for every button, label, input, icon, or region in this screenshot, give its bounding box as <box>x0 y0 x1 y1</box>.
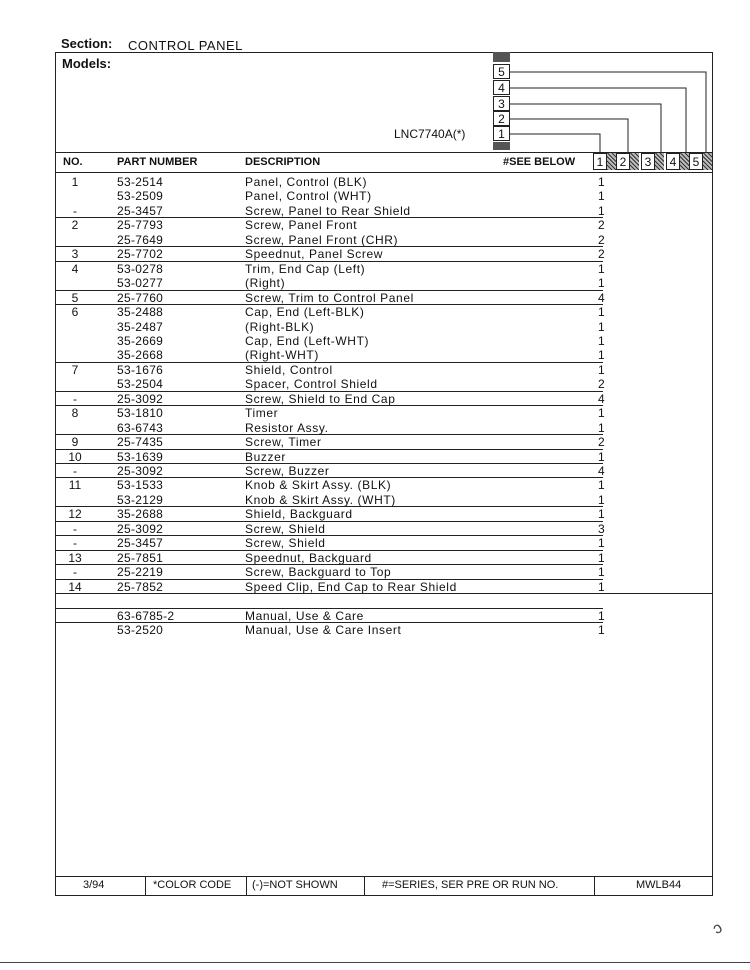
header-bottom-rule <box>55 172 713 173</box>
description: Buzzer <box>245 449 286 464</box>
description: Speed Clip, End Cap to Rear Shield <box>245 579 457 594</box>
footer-not-shown: (-)=NOT SHOWN <box>252 879 338 891</box>
row-number: 5 <box>71 290 79 305</box>
row-number: 8 <box>71 406 79 421</box>
description: Speednut, Backguard <box>245 550 372 565</box>
table-row <box>55 450 713 464</box>
description: Screw, Panel Front <box>245 218 358 233</box>
row-number: 1 <box>71 175 79 189</box>
part-number: 25-3092 <box>117 464 164 478</box>
row-number: - <box>73 464 77 478</box>
quantity: 1 <box>598 261 605 276</box>
column-3-box: 3 <box>641 153 655 170</box>
section-value: CONTROL PANEL <box>128 38 243 53</box>
description: Screw, Panel Front (CHR) <box>245 232 399 247</box>
part-number: 35-2688 <box>117 507 164 522</box>
table-row <box>55 507 713 521</box>
table-row <box>55 421 713 435</box>
quantity: 1 <box>598 333 605 348</box>
description: Screw, Backguard to Top <box>245 565 392 580</box>
description: Screw, Trim to Control Panel <box>245 290 414 305</box>
description: (Right-BLK) <box>245 319 315 334</box>
column-shade <box>607 153 616 170</box>
part-number: 25-3457 <box>117 203 164 218</box>
quantity: 1 <box>598 608 605 623</box>
footer-top-rule <box>55 876 713 877</box>
description: (Right) <box>245 276 286 291</box>
quantity: 1 <box>598 478 605 493</box>
part-number: 35-2668 <box>117 348 164 363</box>
table-row <box>55 291 713 305</box>
description: Panel, Control (BLK) <box>245 175 368 189</box>
table-row <box>55 464 713 478</box>
table-row <box>55 305 713 319</box>
quantity: 1 <box>598 276 605 291</box>
row-number: - <box>73 391 77 406</box>
description: Knob & Skirt Assy. (WHT) <box>245 492 396 507</box>
row-number: 3 <box>71 247 79 262</box>
model-box-4: 4 <box>493 80 510 95</box>
row-number: 14 <box>68 579 82 594</box>
quantity: 1 <box>598 622 605 637</box>
footer-divider <box>145 876 146 896</box>
part-number: 53-0277 <box>117 276 164 291</box>
table-row <box>55 247 713 261</box>
quantity: 1 <box>598 565 605 580</box>
row-number: 11 <box>68 478 82 493</box>
column-2-box: 2 <box>616 153 630 170</box>
quantity: 3 <box>598 521 605 536</box>
row-number: 9 <box>71 435 79 450</box>
description: Manual, Use & Care <box>245 608 364 623</box>
model-box-2: 2 <box>493 111 510 126</box>
footer-date: 3/94 <box>83 879 105 891</box>
description: Spacer, Control Shield <box>245 377 378 392</box>
quantity: 2 <box>598 377 605 392</box>
footer-doc-id: MWLB44 <box>636 879 682 891</box>
table-row <box>55 363 713 377</box>
description: Trim, End Cap (Left) <box>245 261 366 276</box>
model-box-shade-top <box>493 52 510 62</box>
table-row <box>55 536 713 550</box>
page-bottom-rule <box>0 962 750 963</box>
quantity: 4 <box>598 391 605 406</box>
column-shade <box>630 153 639 170</box>
row-number: 10 <box>68 449 82 464</box>
footer-divider <box>246 876 247 896</box>
model-box-1: 1 <box>493 126 510 141</box>
part-number: 53-1639 <box>117 449 164 464</box>
description: Screw, Timer <box>245 435 322 450</box>
table-row <box>55 334 713 348</box>
part-number: 25-7702 <box>117 247 164 262</box>
section-label: Section: <box>61 36 113 51</box>
quantity: 1 <box>598 362 605 377</box>
part-number: 53-1810 <box>117 406 164 421</box>
model-box-3: 3 <box>493 96 510 111</box>
row-number: 2 <box>71 218 79 233</box>
row-number: 6 <box>71 305 79 320</box>
table-row <box>55 392 713 406</box>
footer-series: #=SERIES, SER PRE OR RUN NO. <box>382 879 559 891</box>
column-shade <box>655 153 664 170</box>
quantity: 4 <box>598 464 605 478</box>
quantity: 1 <box>598 449 605 464</box>
model-box-5: 5 <box>493 64 510 79</box>
table-row <box>55 435 713 449</box>
footer-divider <box>364 876 365 896</box>
quantity: 2 <box>598 218 605 233</box>
row-number: - <box>73 203 77 218</box>
column-4-box: 4 <box>666 153 680 170</box>
row-number: 7 <box>71 362 79 377</box>
quantity: 1 <box>598 420 605 435</box>
footer-divider <box>594 876 595 896</box>
quantity: 1 <box>598 492 605 507</box>
description: Cap, End (Left-WHT) <box>245 333 370 348</box>
part-number: 25-7793 <box>117 218 164 233</box>
table-row <box>55 565 713 579</box>
part-number: 25-7852 <box>117 579 164 594</box>
scribble-mark: ↄ <box>710 919 726 938</box>
table-row <box>55 623 713 637</box>
part-number: 25-7760 <box>117 290 164 305</box>
models-label: Models: <box>62 56 112 71</box>
description: Knob & Skirt Assy. (BLK) <box>245 478 392 493</box>
quantity: 1 <box>598 203 605 218</box>
quantity: 1 <box>598 579 605 594</box>
part-number: 53-2129 <box>117 492 164 507</box>
row-number: 13 <box>68 550 82 565</box>
part-number: 53-1533 <box>117 478 164 493</box>
row-number: 12 <box>68 507 82 522</box>
row-number: 4 <box>71 261 79 276</box>
table-row <box>55 580 713 594</box>
part-number: 63-6743 <box>117 420 164 435</box>
footer-color-code: *COLOR CODE <box>153 879 232 891</box>
part-number: 53-2509 <box>117 189 164 204</box>
table-row <box>55 406 713 420</box>
part-number: 25-3092 <box>117 521 164 536</box>
description: Screw, Buzzer <box>245 464 330 478</box>
part-number: 35-2487 <box>117 319 164 334</box>
description: Panel, Control (WHT) <box>245 189 372 204</box>
column-1-box: 1 <box>593 153 607 170</box>
quantity: 4 <box>598 290 605 305</box>
quantity: 2 <box>598 247 605 262</box>
description: Shield, Backguard <box>245 507 353 522</box>
table-row <box>55 594 713 608</box>
table-row <box>55 175 713 189</box>
quantity: 1 <box>598 305 605 320</box>
row-number: - <box>73 521 77 536</box>
quantity: 1 <box>598 319 605 334</box>
description: Screw, Shield to End Cap <box>245 391 396 406</box>
part-number: 35-2488 <box>117 305 164 320</box>
quantity: 1 <box>598 406 605 421</box>
table-row <box>55 522 713 536</box>
table-row <box>55 478 713 492</box>
part-number: 53-2504 <box>117 377 164 392</box>
header-no: NO. <box>63 156 83 168</box>
description: Manual, Use & Care Insert <box>245 622 402 637</box>
description: Resistor Assy. <box>245 420 329 435</box>
table-row <box>55 233 713 247</box>
description: (Right-WHT) <box>245 348 319 363</box>
part-number: 25-7851 <box>117 550 164 565</box>
description: Screw, Panel to Rear Shield <box>245 203 411 218</box>
part-number: 25-3092 <box>117 391 164 406</box>
quantity: 1 <box>598 175 605 189</box>
column-shade <box>680 153 689 170</box>
part-number: 25-3457 <box>117 536 164 551</box>
quantity: 1 <box>598 536 605 551</box>
part-number: 25-7649 <box>117 232 164 247</box>
table-row <box>55 276 713 290</box>
table-row <box>55 348 713 362</box>
description: Screw, Shield <box>245 521 326 536</box>
model-name: LNC7740A(*) <box>394 127 466 141</box>
quantity: 1 <box>598 348 605 363</box>
table-row <box>55 218 713 232</box>
row-number: - <box>73 536 77 551</box>
part-number: 53-0278 <box>117 261 164 276</box>
table-row <box>55 377 713 391</box>
description: Shield, Control <box>245 362 333 377</box>
row-number: - <box>73 565 77 580</box>
header-see-below: #SEE BELOW <box>503 156 576 168</box>
header-part-number: PART NUMBER <box>117 156 198 168</box>
header-description: DESCRIPTION <box>245 156 321 168</box>
column-shade <box>703 153 712 170</box>
table-row <box>55 262 713 276</box>
description: Screw, Shield <box>245 536 326 551</box>
part-number: 63-6785-2 <box>117 608 175 623</box>
model-box-shade-bottom <box>493 142 510 150</box>
table-row <box>55 204 713 218</box>
description: Speednut, Panel Screw <box>245 247 384 262</box>
model-connector-lines <box>0 0 750 175</box>
table-row <box>55 551 713 565</box>
column-5-box: 5 <box>689 153 703 170</box>
part-number: 35-2669 <box>117 333 164 348</box>
part-number: 53-2514 <box>117 175 164 189</box>
part-number: 53-2520 <box>117 622 164 637</box>
quantity: 1 <box>598 189 605 204</box>
quantity: 1 <box>598 550 605 565</box>
part-number: 53-1676 <box>117 362 164 377</box>
quantity: 1 <box>598 507 605 522</box>
description: Timer <box>245 406 279 421</box>
table-row <box>55 493 713 507</box>
table-row <box>55 320 713 334</box>
part-number: 25-7435 <box>117 435 164 450</box>
table-row <box>55 609 713 623</box>
quantity: 2 <box>598 435 605 450</box>
quantity: 2 <box>598 232 605 247</box>
description: Cap, End (Left-BLK) <box>245 305 365 320</box>
table-row <box>55 189 713 203</box>
part-number: 25-2219 <box>117 565 164 580</box>
